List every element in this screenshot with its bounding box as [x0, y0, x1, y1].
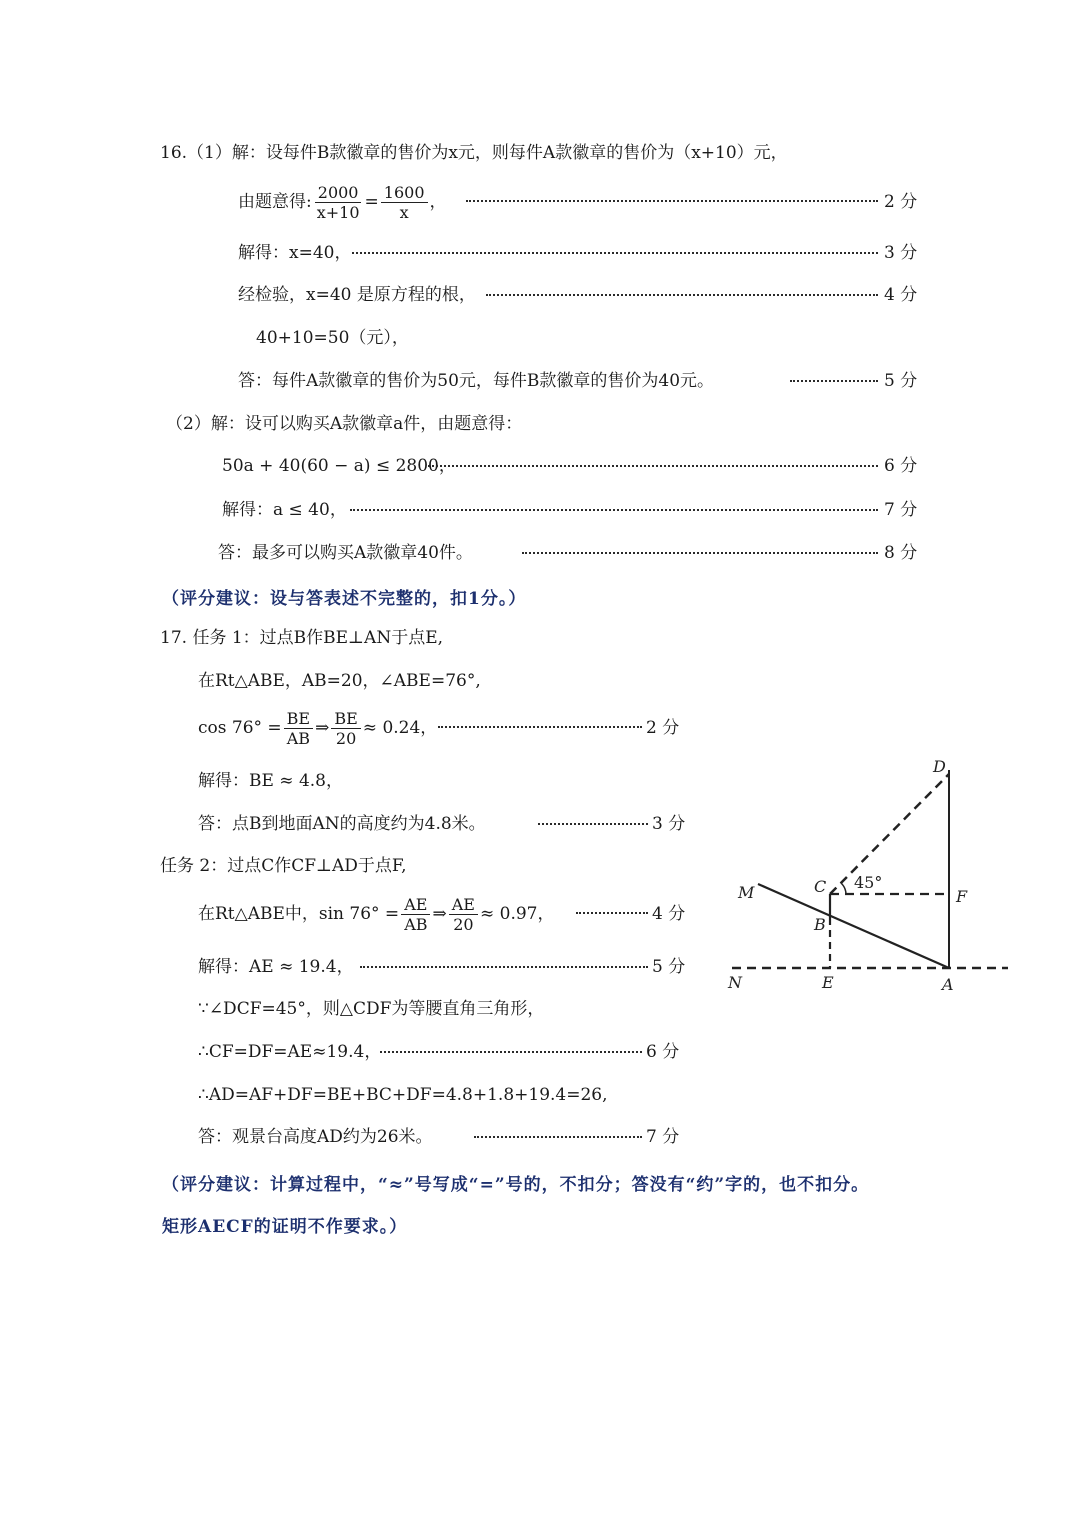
q16-check: 经检验，x=40 是原方程的根， — [238, 285, 476, 305]
geometry-figure — [720, 750, 1020, 1010]
q16-score-answer: 5 分 — [884, 371, 918, 391]
q16-equation — [238, 180, 447, 224]
q16-solve: 解得：x=40， — [238, 243, 352, 263]
q17-cos-arrow: ⇒ — [315, 718, 330, 738]
q17-sin-arrow: ⇒ — [432, 904, 447, 924]
q16-eq-equals: = — [364, 192, 379, 212]
q17-sin-fraction-1 — [401, 895, 430, 934]
dot-leader — [360, 966, 648, 968]
q17-therefore2: ∴AD=AF+DF=BE+BC+DF=4.8+1.8+19.4=26, — [198, 1085, 608, 1105]
q17-sin-equation — [198, 892, 554, 936]
label-M: M — [738, 883, 755, 902]
q17-task2-intro: 任务 2：过点C作CF⊥AD于点F, — [160, 856, 407, 876]
q17-cos-prefix: cos 76° = — [198, 718, 282, 738]
q16-solve2: 解得：a ≤ 40， — [222, 500, 347, 520]
q16-eq-fraction-2 — [381, 183, 428, 222]
q16-score-solve2: 7 分 — [884, 500, 918, 520]
dot-leader — [428, 465, 878, 467]
q17-therefore1: ∴CF=DF=AE≈19.4， — [198, 1042, 382, 1062]
q17-task1-intro: 17. 任务 1：过点B作BE⊥AN于点E, — [160, 628, 444, 648]
q17-score-answer2: 7 分 — [646, 1127, 680, 1147]
label-C: C — [814, 877, 827, 896]
fraction-denominator: 20 — [453, 914, 474, 934]
dot-leader — [522, 552, 878, 554]
q16-calc: 40+10=50（元）， — [256, 328, 409, 348]
q17-answer1: 答：点B到地面AN的高度约为4.8米。 — [198, 814, 486, 834]
q16-intro: 16.（1）解：设每件B款徽章的售价为x元，则每件A款徽章的售价为（x+10）元， — [160, 143, 788, 163]
q17-cos-fraction-2 — [331, 709, 360, 748]
q17-solve2: 解得：AE ≈ 19.4， — [198, 957, 354, 977]
dot-leader — [790, 380, 878, 382]
q16-eq-prefix: 由题意得: — [238, 192, 312, 212]
label-F: F — [956, 887, 968, 906]
dot-leader — [486, 294, 878, 296]
label-N: N — [728, 973, 742, 992]
q16-scoring-note: （评分建议：设与答表述不完整的，扣1分。） — [162, 589, 527, 609]
dot-leader — [352, 252, 878, 254]
q17-score-therefore1: 6 分 — [646, 1042, 680, 1062]
segment-MA — [758, 884, 949, 968]
q16-score-check: 4 分 — [884, 285, 918, 305]
q17-solve1: 解得：BE ≈ 4.8， — [198, 771, 343, 791]
q17-scoring-note-line1: （评分建议：计算过程中，“≈”号写成“=”号的，不扣分；答没有“约”字的，也不扣分。 — [162, 1175, 870, 1195]
label-E: E — [822, 973, 834, 992]
q16-part2-intro: （2）解：设可以购买A款徽章a件，由题意得： — [166, 414, 523, 434]
q17-sin-fraction-2 — [449, 895, 478, 934]
q16-score-solve: 3 分 — [884, 243, 918, 263]
fraction-numerator: AE — [401, 895, 430, 915]
label-angle-45: 45° — [854, 873, 883, 892]
q16-score-answer2: 8 分 — [884, 543, 918, 563]
label-B: B — [814, 915, 826, 934]
fraction-numerator: AE — [449, 895, 478, 915]
q16-score-ineq: 6 分 — [884, 456, 918, 476]
fraction-denominator: AB — [404, 914, 428, 934]
q17-cos-suffix: ≈ 0.24， — [362, 718, 438, 738]
q17-score-solve2: 5 分 — [652, 957, 686, 977]
segment-CD — [830, 774, 949, 894]
fraction-numerator: BE — [284, 709, 313, 729]
q16-score-eq: 2 分 — [884, 192, 918, 212]
dot-leader — [438, 726, 642, 728]
q17-cos-equation — [198, 706, 437, 750]
dot-leader — [576, 912, 648, 914]
label-D: D — [933, 757, 946, 776]
q17-sin-prefix: 在Rt△ABE中，sin 76° = — [198, 904, 400, 924]
fraction-numerator: 2000 — [315, 183, 362, 203]
dot-leader — [474, 1136, 642, 1138]
fraction-denominator: AB — [286, 728, 311, 748]
q16-answer: 答：每件A款徽章的售价为50元，每件B款徽章的售价为40元。 — [238, 371, 715, 391]
q17-score-answer1: 3 分 — [652, 814, 686, 834]
q17-cos-fraction-1 — [284, 709, 313, 748]
q17-given1: 在Rt△ABE，AB=20，∠ABE=76°, — [198, 671, 481, 691]
fraction-numerator: 1600 — [381, 183, 428, 203]
q17-answer2: 答：观景台高度AD约为26米。 — [198, 1127, 433, 1147]
q16-answer2: 答：最多可以购买A款徽章40件。 — [218, 543, 473, 563]
fraction-numerator: BE — [331, 709, 360, 729]
q17-score-cos: 2 分 — [646, 718, 680, 738]
q17-sin-suffix: ≈ 0.97， — [479, 904, 555, 924]
q17-scoring-note-line2: 矩形AECF的证明不作要求。） — [162, 1217, 408, 1237]
fraction-denominator: x — [399, 202, 409, 222]
q17-score-sin: 4 分 — [652, 904, 686, 924]
dot-leader — [466, 200, 878, 202]
dot-leader — [380, 1051, 642, 1053]
q17-because: ∵∠DCF=45°，则△CDF为等腰直角三角形， — [198, 999, 545, 1019]
label-A: A — [942, 975, 954, 994]
q16-eq-suffix: ， — [429, 192, 447, 212]
dot-leader — [538, 823, 648, 825]
q16-inequality: 50a + 40(60 − a) ≤ 2800， — [222, 456, 456, 476]
angle-arc-45 — [841, 883, 846, 894]
q16-eq-fraction-1 — [314, 183, 363, 222]
fraction-denominator: 20 — [335, 728, 357, 748]
dot-leader — [350, 509, 878, 511]
fraction-denominator: x+10 — [316, 202, 360, 222]
